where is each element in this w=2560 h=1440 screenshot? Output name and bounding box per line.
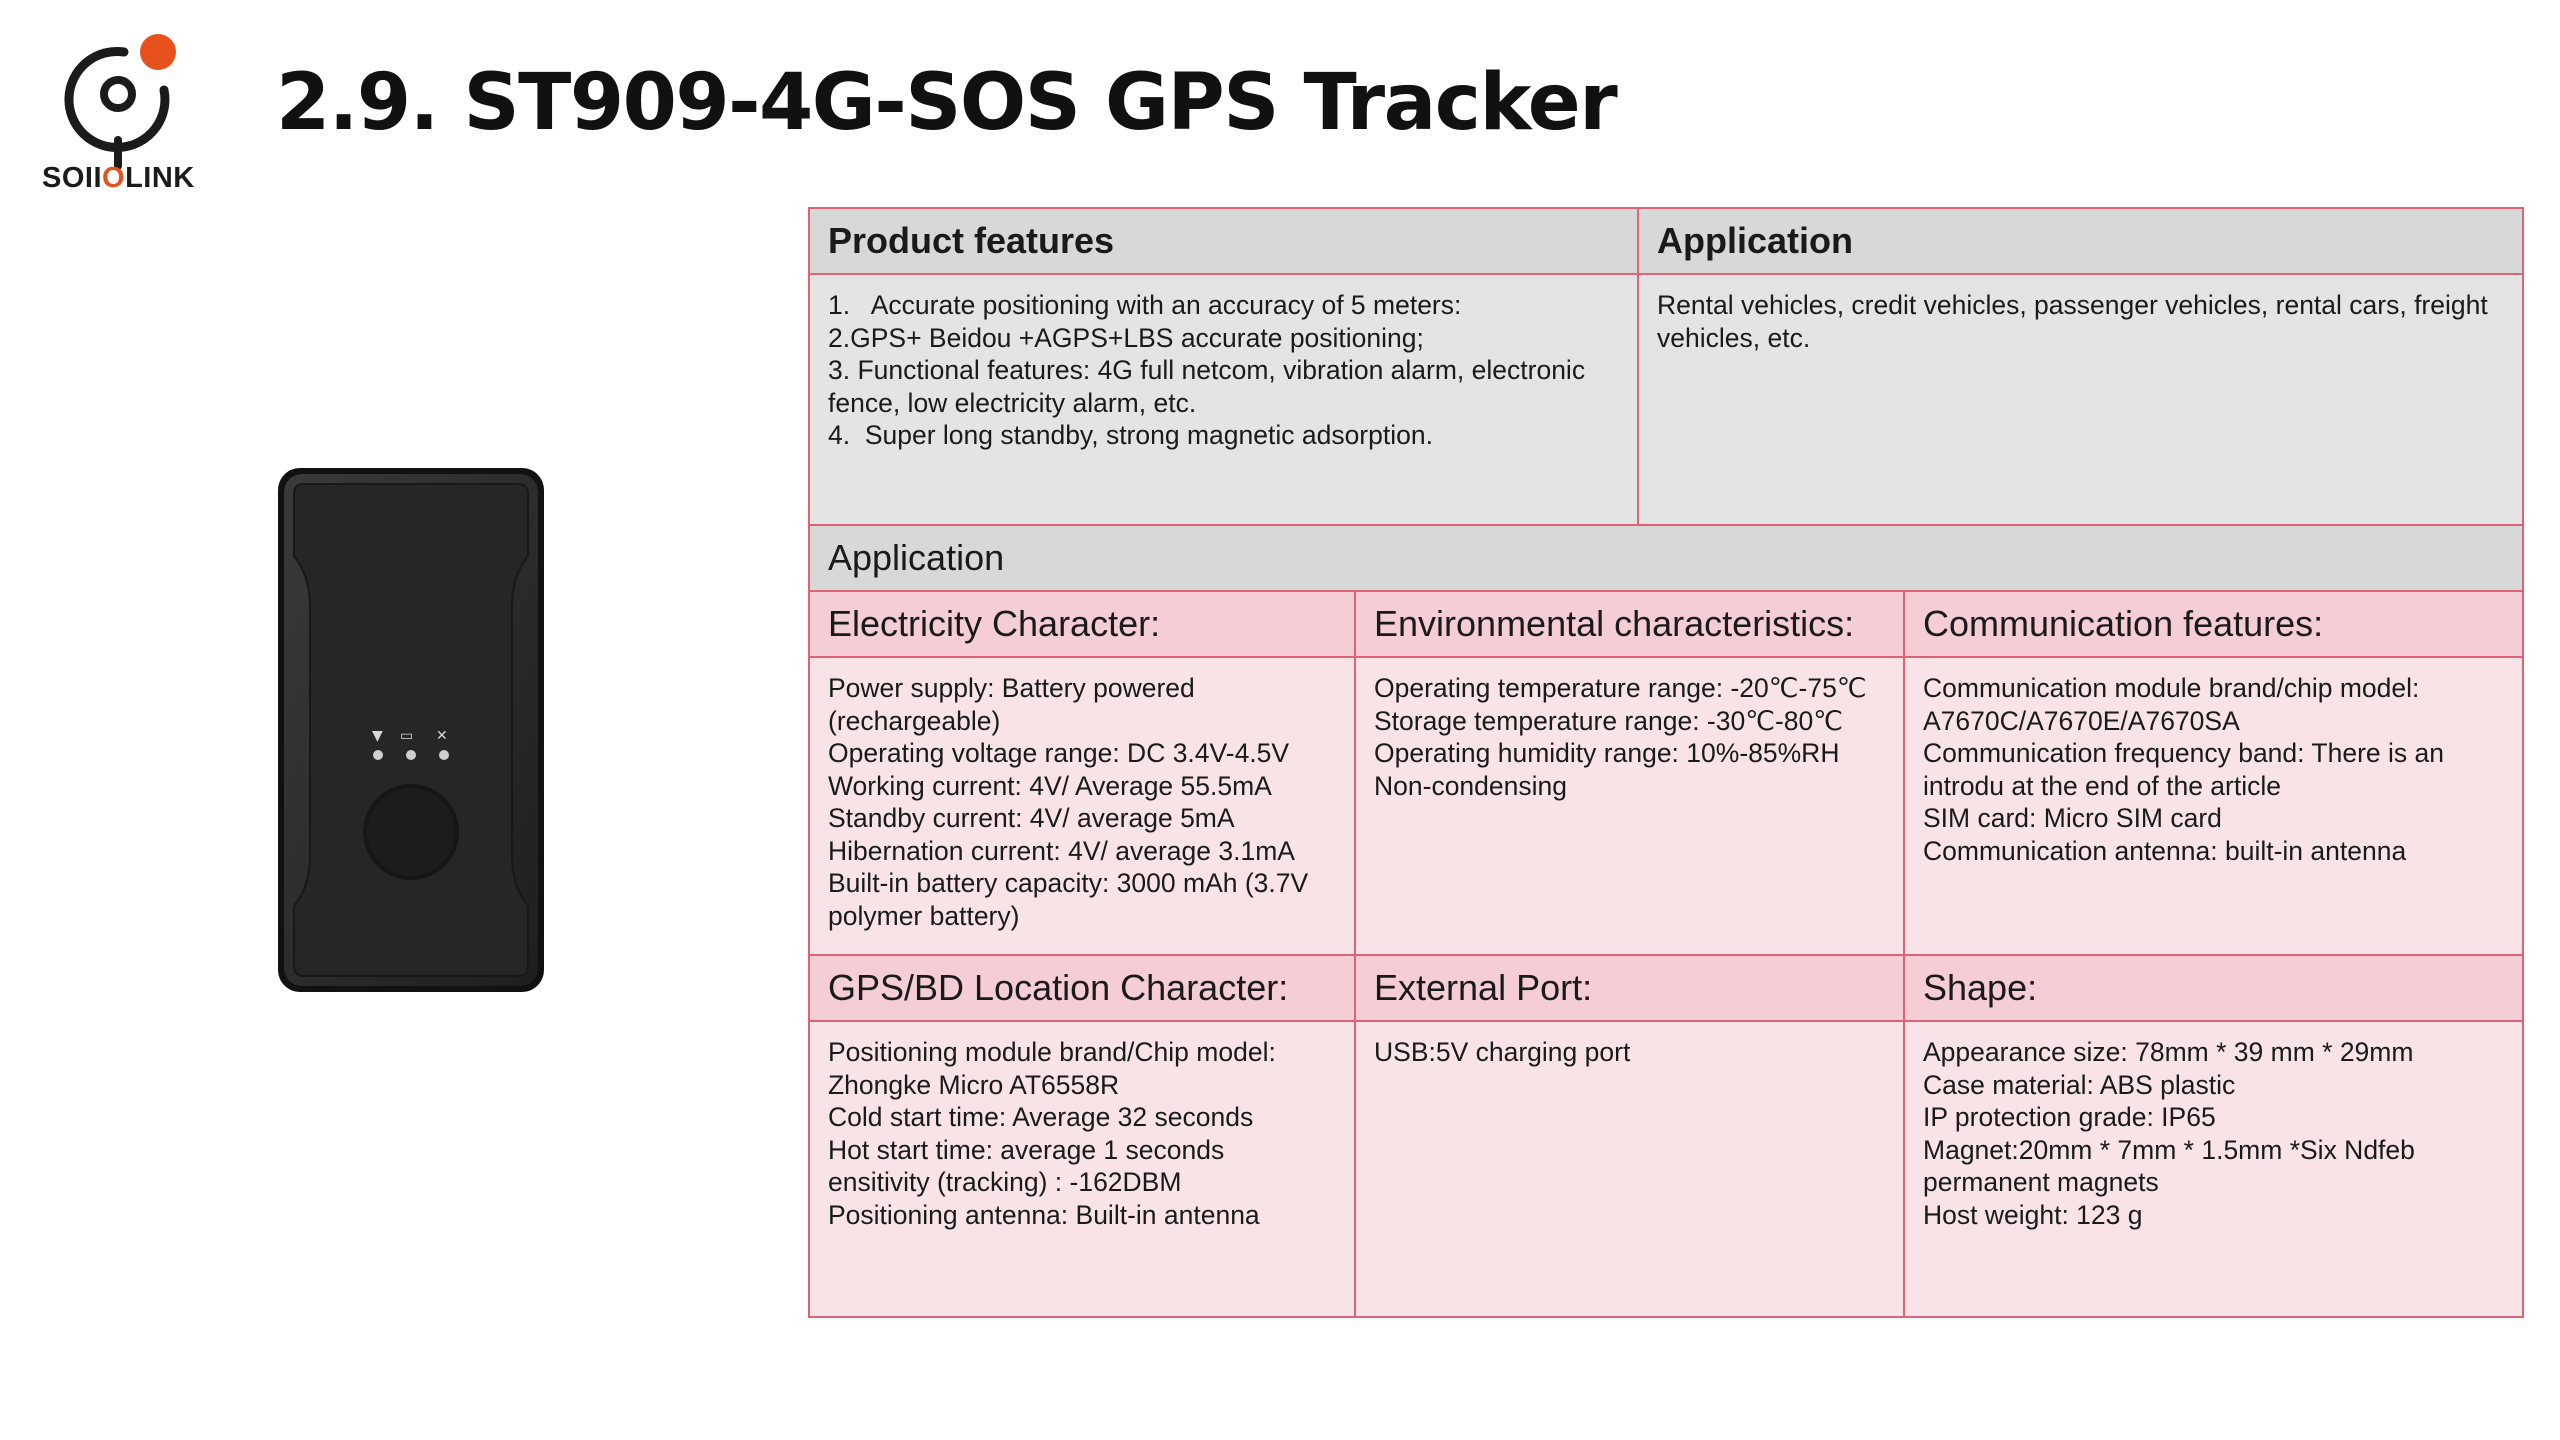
spec-line: Non-condensing: [1374, 770, 1567, 801]
spec-line: Operating humidity range: 10%-85%RH: [1374, 738, 1840, 768]
page-title: 2.9. ST909-4G-SOS GPS Tracker: [276, 58, 1617, 148]
spec-line: Storage temperature range: -30℃-80℃: [1374, 705, 1844, 736]
spec-line: Communication frequency band: There is an introdu at the end of the article: [1923, 738, 2452, 801]
communication-header: Communication features:: [1904, 591, 2523, 657]
spec-line: Positioning module brand/Chip model: Zhongke Micro AT6558R: [828, 1037, 1284, 1100]
external-port-specs: [1355, 1021, 1904, 1317]
spec-line: Hot start time: average 1 seconds: [828, 1134, 1225, 1165]
spec-line: Built-in battery capacity: 3000 mAh (3.7V polymer battery): [828, 868, 1316, 931]
shape-header: Shape:: [1904, 955, 2523, 1021]
spec-line: Host weight: 123 g: [1923, 1199, 2143, 1230]
electricity-header: Electricity Character:: [809, 591, 1355, 657]
spec-line: Positioning antenna: Built-in antenna: [828, 1199, 1260, 1230]
svg-text:✕: ✕: [436, 728, 448, 744]
product-features-header: Product features: [809, 208, 1638, 274]
environmental-header: Environmental characteristics:: [1355, 591, 1904, 657]
spec-line: Cold start time: Average 32 seconds: [828, 1102, 1254, 1132]
spec-line: Communication module brand/chip model: A7670C/A7670E/A7670SA: [1923, 673, 2426, 736]
spec-line: Operating temperature range: -20℃-75℃: [1374, 673, 1867, 703]
spec-line: SIM card: Micro SIM card: [1923, 803, 2222, 833]
communication-specs: [1904, 657, 2523, 955]
spec-line: Appearance size: 78mm * 39 mm * 29mm: [1923, 1037, 2414, 1067]
product-features-table: [808, 207, 2524, 527]
feature-item: 1. Accurate positioning with an accuracy of 5 meters:: [828, 290, 1462, 320]
svg-text:▼: ▼: [372, 728, 383, 744]
electricity-specs: [809, 657, 1355, 955]
spec-line: Power supply: Battery powered (rechargeable): [828, 673, 1203, 736]
spec-line: Operating voltage range: DC 3.4V-4.5V: [828, 738, 1290, 768]
feature-item: 4. Super long standby, strong magnetic adsorption.: [828, 420, 1433, 450]
spec-line: Communication antenna: built-in antenna: [1923, 835, 2407, 866]
shape-specs: [1904, 1021, 2523, 1317]
svg-text:▭: ▭: [400, 728, 414, 744]
spec-line: Case material: ABS plastic: [1923, 1069, 2236, 1100]
specifications-table: [808, 524, 2524, 1318]
brand-wordmark: SOIIOLINK: [42, 162, 195, 194]
spec-line: Standby current: 4V/ average 5mA: [828, 803, 1235, 833]
application-text: Rental vehicles, credit vehicles, passenger vehicles, rental cars, freight vehicles, etc.: [1638, 274, 2523, 526]
spec-line: ensitivity (tracking) : -162DBM: [828, 1167, 1182, 1197]
gps-tracker-device-image: [276, 466, 546, 994]
spec-line: Hibernation current: 4V/ average 3.1mA: [828, 835, 1295, 866]
application-header: Application: [1638, 208, 2523, 274]
application-section-header: Application: [809, 525, 2523, 591]
external-port-header: External Port:: [1355, 955, 1904, 1021]
spec-line: Magnet:20mm * 7mm * 1.5mm *Six Ndfeb permanent magnets: [1923, 1134, 2423, 1197]
gps-header: GPS/BD Location Character:: [809, 955, 1355, 1021]
spec-line: IP protection grade: IP65: [1923, 1102, 2216, 1132]
spec-line: Working current: 4V/ Average 55.5mA: [828, 770, 1272, 801]
spec-line: USB:5V charging port: [1374, 1037, 1631, 1067]
product-features-list: [809, 274, 1638, 526]
environmental-specs: [1355, 657, 1904, 955]
gps-specs: [809, 1021, 1355, 1317]
feature-item: 2.GPS+ Beidou +AGPS+LBS accurate positioning;: [828, 322, 1424, 353]
feature-item: 3. Functional features: 4G full netcom, vibration alarm, electronic fence, low electricity alarm, etc.: [828, 355, 1593, 418]
